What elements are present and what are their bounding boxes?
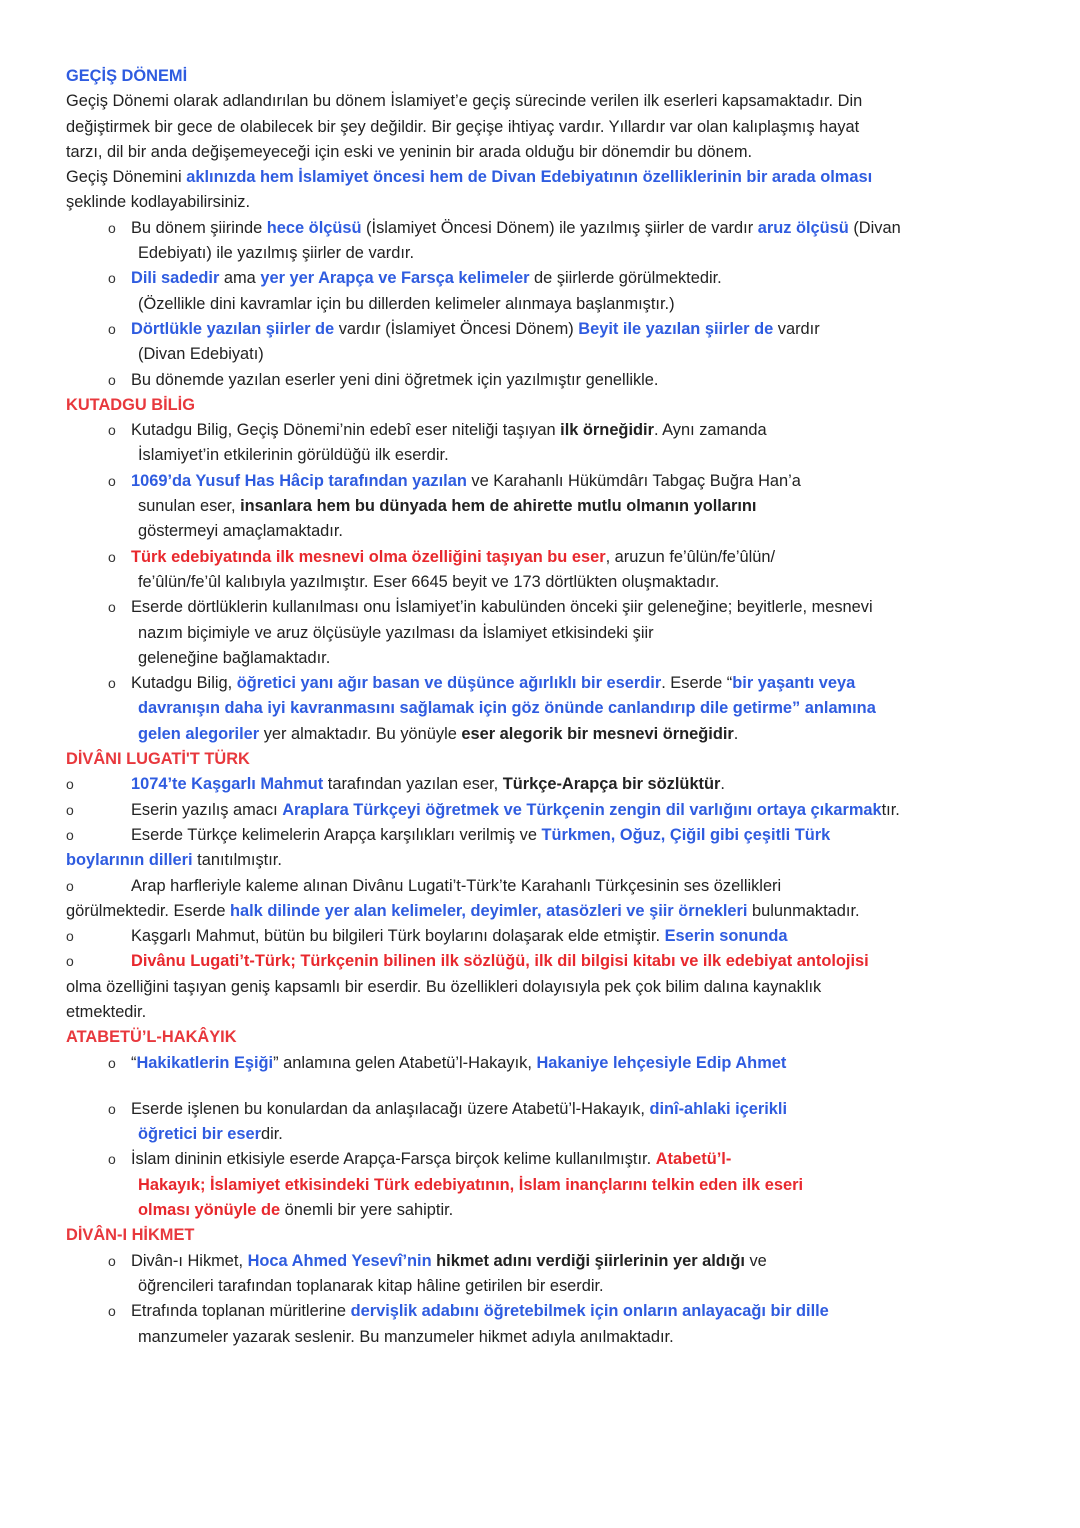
text-run: önemli bir yere sahiptir.	[280, 1201, 454, 1220]
highlight-blue: bir yaşantı veya	[732, 674, 856, 693]
bullet-circle-icon: o	[108, 371, 116, 388]
highlight-blue: boylarının dilleri	[66, 851, 193, 870]
highlight-red: Türk edebiyatında ilk mesnevi olma özelliğini taşıyan bu eser	[131, 547, 606, 566]
bold-text: ilk örneğidir	[560, 421, 654, 440]
highlight-blue: Hoca Ahmed Yesevî’nin	[247, 1251, 432, 1270]
bullet-circle-icon: o	[108, 599, 116, 616]
text-run: tarzı, dil bir anda değişemeyeceği için eski ve yeninin bir arada olduğu bir dönemdir bu dönem.	[66, 142, 753, 161]
text-line	[66, 1122, 1056, 1147]
bullet-circle-icon: o	[108, 472, 116, 489]
text-run: de şiirlerde görülmektedir.	[529, 269, 722, 288]
text-run: , aruzun fe’ûlün/fe’ûlün/	[605, 547, 776, 566]
bullet-item	[66, 949, 1056, 974]
text-line	[66, 494, 1056, 519]
text-line	[66, 342, 1056, 367]
bold-text: Türkçe-Arapça bir sözlüktür	[502, 775, 721, 794]
highlight-blue: Dörtlükle yazılan şiirler de	[131, 319, 335, 338]
section-heading	[66, 747, 1056, 772]
text-line	[66, 1198, 1056, 1223]
text-run: değiştirmek bir gece de olabilecek bir şey değildir. Bir geçişe ihtiyaç vardır. Yıllardır var olan kalıplaşmış hayat	[66, 117, 860, 136]
text-run: nazım biçimiyle ve aruz ölçüsüyle yazılması da İslamiyet etkisindeki şiir	[138, 623, 654, 642]
bullet-item	[66, 1147, 1056, 1172]
highlight-red: olması yönüyle de	[138, 1201, 281, 1220]
bullet-item	[66, 924, 1056, 949]
section-heading	[66, 1223, 1056, 1248]
text-run: öğrencileri tarafından toplanarak kitap hâline getirilen bir eserdir.	[138, 1276, 604, 1295]
text-run: (İslamiyet Öncesi Dönem) ile yazılmış şiirler de vardır	[361, 218, 758, 237]
text-run: Kutadgu Bilig, Geçiş Dönemi’nin edebî eser niteliği taşıyan	[131, 421, 561, 440]
text-run: tarafından yazılan eser,	[323, 775, 503, 794]
bullet-circle-icon: o	[108, 1054, 116, 1071]
bullet-item	[66, 671, 1056, 696]
highlight-blue: gelen alegoriler	[138, 724, 260, 743]
bullet-circle-icon: o	[66, 801, 74, 818]
bullet-circle-icon: o	[66, 928, 74, 945]
highlight-blue: Türkmen, Oğuz, Çiğil gibi çeşitli Türk	[541, 825, 831, 844]
bullet-item	[66, 469, 1056, 494]
text-run: tır.	[881, 800, 900, 819]
section-heading	[66, 393, 1056, 418]
text-run: tanıtılmıştır.	[192, 851, 282, 870]
highlight-blue: 1069’da Yusuf Has Hâcip tarafından yazılan	[131, 471, 467, 490]
bullet-circle-icon: o	[66, 953, 74, 970]
highlight-blue: Hakaniye lehçesiyle Edip Ahmet	[536, 1053, 787, 1072]
bullet-item	[66, 823, 1056, 848]
bullet-item	[66, 368, 1056, 393]
text-run: (Divan	[848, 218, 901, 237]
bullet-item	[66, 1051, 1056, 1076]
bullet-circle-icon: o	[108, 1100, 116, 1117]
bullet-item	[66, 1249, 1056, 1274]
text-run: Bu dönem şiirinde	[131, 218, 267, 237]
text-line	[66, 722, 1056, 747]
heading-text: DİVÂN-I HİKMET	[66, 1226, 195, 1245]
bold-text: eser alegorik bir mesnevi örneğidir	[461, 724, 734, 743]
text-run: Etrafında toplanan müritlerine	[131, 1302, 351, 1321]
heading-text: KUTADGU BİLİG	[66, 395, 195, 414]
text-line	[66, 443, 1056, 468]
highlight-blue: dinî-ahlaki içerikli	[649, 1099, 788, 1118]
bullet-circle-icon: o	[66, 877, 74, 894]
bullet-item	[66, 216, 1056, 241]
text-run: sunulan eser,	[138, 497, 241, 516]
text-line	[66, 570, 1056, 595]
text-line	[66, 292, 1056, 317]
highlight-red: Hakayık; İslamiyet etkisindeki Türk edebiyatının, İslam inançlarını telkin eden ilk eseri	[138, 1175, 804, 1194]
text-line	[66, 975, 1056, 1000]
bullet-item	[66, 317, 1056, 342]
highlight-blue: halk dilinde yer alan kelimeler, deyimler, atasözleri ve şiir örnekleri	[230, 901, 748, 920]
bullet-item	[66, 418, 1056, 443]
highlight-blue: hece ölçüsü	[266, 218, 362, 237]
highlight-blue: Beyit ile yazılan şiirler de	[578, 319, 774, 338]
highlight-blue: aruz ölçüsü	[757, 218, 849, 237]
bullet-circle-icon: o	[108, 1252, 116, 1269]
text-run: bulunmaktadır.	[747, 901, 860, 920]
bullet-circle-icon: o	[66, 776, 74, 793]
text-run: ama	[219, 269, 261, 288]
bullet-item	[66, 798, 1056, 823]
text-run: Divân-ı Hikmet,	[131, 1251, 248, 1270]
section-heading	[66, 1025, 1056, 1050]
text-run: ” anlamına gelen Atabetü’l-Hakayık,	[273, 1053, 537, 1072]
text-line	[66, 241, 1056, 266]
bullet-item	[66, 772, 1056, 797]
heading-text: GEÇİŞ DÖNEMİ	[66, 67, 188, 85]
text-run: yer almaktadır. Bu yönüyle	[259, 724, 462, 743]
text-line	[66, 1325, 1056, 1350]
highlight-blue: aklınızda hem İslamiyet öncesi hem de Divan Edebiyatının özelliklerinin bir arada olması	[186, 168, 873, 187]
text-run: . Eserde “	[661, 674, 733, 693]
bullet-circle-icon: o	[108, 675, 116, 692]
text-run: . Aynı zamanda	[653, 421, 767, 440]
text-run: Eserde Türkçe kelimelerin Arapça karşılıkları verilmiş ve	[131, 825, 542, 844]
section-heading	[66, 64, 1056, 89]
text-run: .	[733, 724, 739, 743]
highlight-blue: Dili sadedir	[131, 269, 220, 288]
heading-text: DİVÂNI LUGATİ'T TÜRK	[66, 750, 250, 769]
highlight-blue: Hakikatlerin Eşiği	[136, 1053, 274, 1072]
text-run: ve	[744, 1251, 767, 1270]
bullet-circle-icon: o	[108, 1303, 116, 1320]
text-line	[66, 165, 1056, 190]
text-run: görülmektedir. Eserde	[66, 901, 230, 920]
heading-text: ATABETÜ’L-HAKÂYIK	[66, 1028, 237, 1047]
text-line	[66, 696, 1056, 721]
text-run: (Özellikle dini kavramlar için bu dillerden kelimeler alınmaya başlanmıştır.)	[138, 294, 675, 313]
text-run: Eserin yazılış amacı	[131, 800, 283, 819]
highlight-red: Divânu Lugati’t-Türk; Türkçenin bilinen ilk sözlüğü, ilk dil bilgisi kitabı ve ilk edebiyat antolojisi	[131, 952, 869, 971]
text-run: geleneğine bağlamaktadır.	[138, 648, 331, 667]
bullet-circle-icon: o	[108, 219, 116, 236]
text-run: Eserde işlenen bu konulardan da anlaşılacağı üzere Atabetü’l-Hakayık,	[131, 1099, 650, 1118]
highlight-blue: Araplara Türkçeyi öğretmek ve Türkçenin zengin dil varlığını ortaya çıkarmak	[282, 800, 882, 819]
text-line	[66, 646, 1056, 671]
highlight-blue: dervişlik adabını öğretebilmek için onların anlayacağı bir dille	[350, 1302, 829, 1321]
bullet-item	[66, 545, 1056, 570]
text-run: vardır	[773, 319, 820, 338]
text-run: manzumeler yazarak seslenir. Bu manzumeler hikmet adıyla anılmaktadır.	[138, 1327, 674, 1346]
text-line	[66, 899, 1056, 924]
highlight-blue: öğretici bir eser	[138, 1125, 261, 1144]
text-run: Kaşgarlı Mahmut, bütün bu bilgileri Türk boylarını dolaşarak elde etmiştir.	[131, 927, 665, 946]
highlight-blue: 1074’te Kaşgarlı Mahmut	[131, 775, 324, 794]
text-line	[66, 140, 1056, 165]
bold-text: insanlara hem bu dünyada hem de ahirette mutlu olmanın yollarını	[240, 497, 757, 516]
bullet-item	[66, 1097, 1056, 1122]
text-run: fe’ûlün/fe’ûl kalıbıyla yazılmıştır. Eser 6645 beyit ve 173 dörtlükten oluşmaktadır.	[138, 572, 720, 591]
text-run: Edebiyatı) ile yazılmış şiirler de vardır.	[138, 244, 414, 263]
text-line	[66, 621, 1056, 646]
text-line	[66, 848, 1056, 873]
highlight-blue: davranışın daha iyi kavranmasını sağlamak için göz önünde canlandırıp dile getirme” anlamına	[138, 699, 876, 718]
bullet-circle-icon: o	[108, 548, 116, 565]
text-line	[66, 190, 1056, 215]
blank-line	[66, 1076, 1056, 1097]
bullet-circle-icon: o	[108, 1151, 116, 1168]
text-run: Geçiş Dönemi olarak adlandırılan bu dönem İslamiyet’e geçiş sürecinde verilen ilk eserleri kapsamaktadır. Din	[66, 92, 863, 111]
text-run: İslam dininin etkisiyle eserde Arapça-Farsça birçok kelime kullanılmıştır.	[131, 1150, 656, 1169]
text-line	[66, 519, 1056, 544]
text-run: “	[131, 1053, 137, 1072]
text-run: olma özelliğini taşıyan geniş kapsamlı bir eserdir. Bu özellikleri dolayısıyla pek çok bilim dalına kaynaklık	[66, 977, 822, 996]
bullet-circle-icon: o	[108, 422, 116, 439]
highlight-blue: Eserin sonunda	[664, 927, 788, 946]
text-run: dir.	[260, 1125, 283, 1144]
bullet-circle-icon: o	[66, 826, 74, 843]
text-run: (Divan Edebiyatı)	[138, 345, 264, 364]
text-line	[66, 1274, 1056, 1299]
text-run: Arap harfleriyle kaleme alınan Divânu Lugati’t-Türk’te Karahanlı Türkçesinin ses özellikleri	[131, 876, 782, 895]
bullet-item	[66, 266, 1056, 291]
highlight-blue: öğretici yanı ağır basan ve düşünce ağırlıklı bir eserdir	[236, 674, 662, 693]
text-run: Bu dönemde yazılan eserler yeni dini öğretmek için yazılmıştır genellikle.	[131, 370, 659, 389]
bold-text: hikmet adını verdiği şiirlerinin yer aldığı	[431, 1251, 745, 1270]
bullet-circle-icon: o	[108, 320, 116, 337]
text-line	[66, 1000, 1056, 1025]
text-run: ve Karahanlı Hükümdârı Tabgaç Buğra Han’a	[466, 471, 801, 490]
text-run: İslamiyet’in etkilerinin görüldüğü ilk eserdir.	[138, 446, 449, 465]
text-line	[66, 1173, 1056, 1198]
text-run: Geçiş Dönemini	[66, 168, 187, 187]
text-run: vardır (İslamiyet Öncesi Dönem)	[334, 319, 579, 338]
bullet-item	[66, 1299, 1056, 1324]
bullet-circle-icon: o	[108, 270, 116, 287]
text-run: etmektedir.	[66, 1002, 147, 1021]
text-line	[66, 115, 1056, 140]
text-run: Kutadgu Bilig,	[131, 674, 237, 693]
bullet-item	[66, 874, 1056, 899]
bullet-item	[66, 595, 1056, 620]
text-line	[66, 89, 1056, 114]
highlight-blue: yer yer Arapça ve Farsça kelimeler	[260, 269, 530, 288]
text-run: .	[720, 775, 725, 794]
document-page	[66, 64, 1056, 1350]
text-run: şeklinde kodlayabilirsiniz.	[66, 193, 251, 212]
highlight-red: Atabetü’l-	[655, 1150, 732, 1169]
text-run: göstermeyi amaçlamaktadır.	[138, 522, 343, 541]
text-run: Eserde dörtlüklerin kullanılması onu İslamiyet’in kabulünden önceki şiir geleneğine; beyitlerle, mesnevi	[131, 598, 873, 617]
